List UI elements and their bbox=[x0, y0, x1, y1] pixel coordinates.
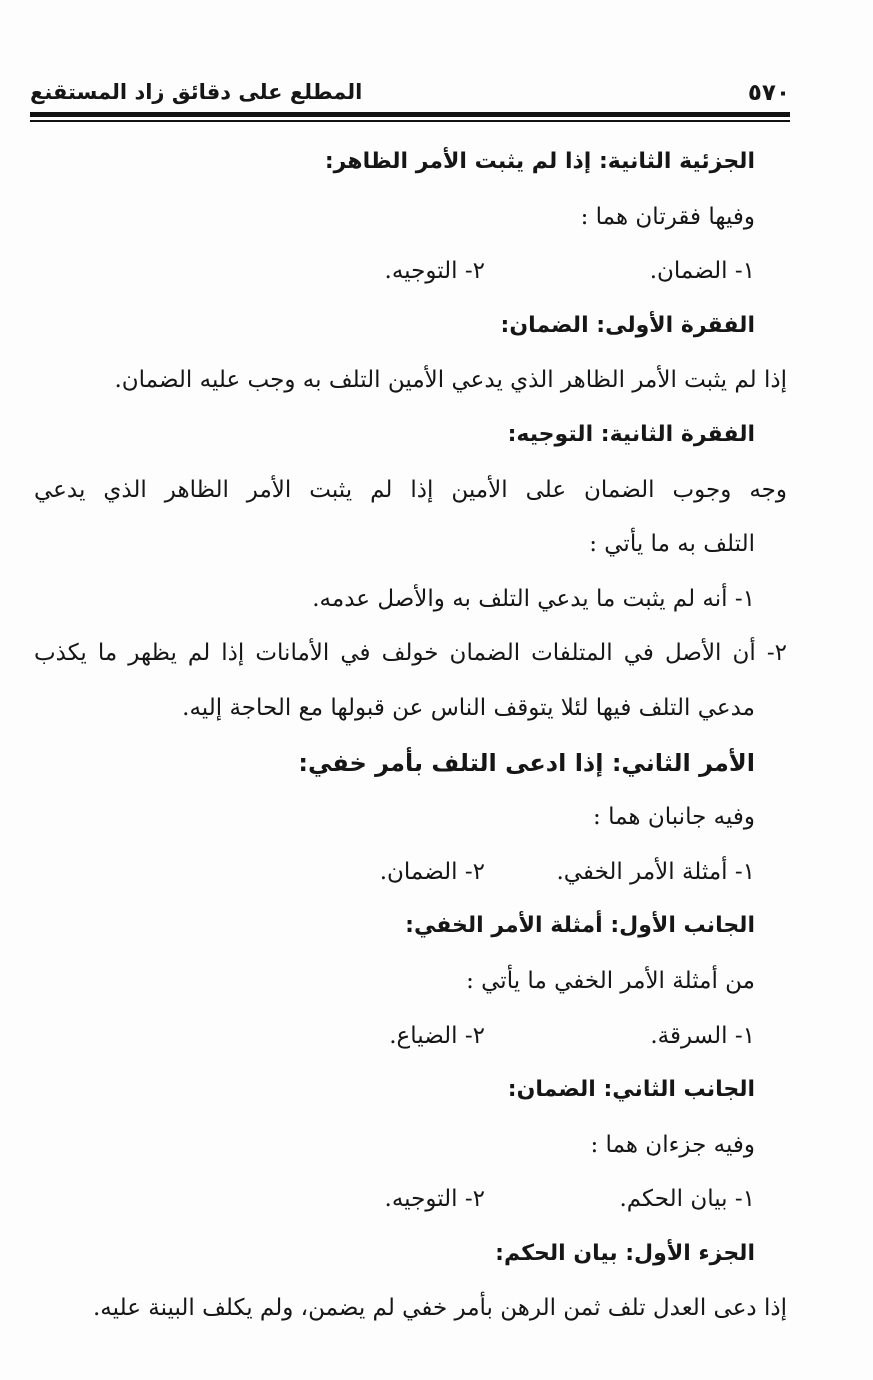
subsection-heading: الجانب الثاني: الضمان: bbox=[507, 1077, 755, 1103]
paragraph: التلف به ما يأتي : bbox=[589, 531, 755, 558]
list-item: ١- أمثلة الأمر الخفي. bbox=[556, 858, 755, 885]
two-item-list bbox=[34, 1009, 755, 1064]
two-item-list bbox=[34, 244, 755, 299]
header-rule-thin bbox=[30, 120, 790, 122]
paragraph: وجه وجوب الضمان على الأمين إذا لم يثبت الأمر الظاهر الذي يدعي bbox=[34, 476, 787, 503]
two-item-list bbox=[34, 845, 755, 900]
paragraph: مدعي التلف فيها لئلا يتوقف الناس عن قبولها مع الحاجة إليه. bbox=[182, 694, 755, 721]
paragraph: إذا دعى العدل تلف ثمن الرهن بأمر خفي لم يضمن، ولم يكلف البينة عليه. bbox=[93, 1295, 787, 1322]
list-item: ٢- أن الأصل في المتلفات الضمان خولف في الأمانات إذا لم يظهر ما يكذب bbox=[34, 640, 787, 667]
paragraph-heading: الفقرة الأولى: الضمان: bbox=[500, 312, 755, 338]
list-item: ٢- التوجيه. bbox=[384, 258, 485, 285]
paragraph: إذا لم يثبت الأمر الظاهر الذي يدعي الأمين التلف به وجب عليه الضمان. bbox=[114, 367, 787, 394]
subsection-heading: الجزئية الثانية: إذا لم يثبت الأمر الظاهر: bbox=[324, 149, 755, 174]
two-item-list bbox=[34, 1172, 755, 1227]
list-item: ١- أنه لم يثبت ما يدعي التلف به والأصل عدمه. bbox=[312, 585, 755, 612]
header-rule-thick bbox=[30, 112, 790, 117]
page-body bbox=[34, 135, 787, 1336]
paragraph: وفيها فقرتان هما : bbox=[580, 203, 755, 230]
list-item: ٢- التوجيه. bbox=[384, 1186, 485, 1213]
paragraph-heading: الفقرة الثانية: التوجيه: bbox=[507, 421, 755, 447]
list-item: ١- السرقة. bbox=[650, 1022, 755, 1049]
page-number: ٥٧٠ bbox=[747, 80, 790, 106]
page-header bbox=[30, 78, 790, 106]
list-item: ١- بيان الحكم. bbox=[619, 1186, 755, 1213]
paragraph: من أمثلة الأمر الخفي ما يأتي : bbox=[466, 967, 755, 994]
book-title: المطلع على دقائق زاد المستقنع bbox=[30, 80, 363, 104]
paragraph: وفيه جانبان هما : bbox=[593, 804, 755, 831]
list-item: ١- الضمان. bbox=[649, 258, 755, 285]
subsection-heading: الجزء الأول: بيان الحكم: bbox=[495, 1240, 755, 1266]
section-heading: الأمر الثاني: إذا ادعى التلف بأمر خفي: bbox=[298, 748, 755, 777]
paragraph: وفيه جزءان هما : bbox=[590, 1131, 755, 1158]
list-item: ٢- الضمان. bbox=[379, 858, 485, 885]
subsection-heading: الجانب الأول: أمثلة الأمر الخفي: bbox=[405, 913, 755, 939]
list-item: ٢- الضياع. bbox=[389, 1022, 485, 1049]
